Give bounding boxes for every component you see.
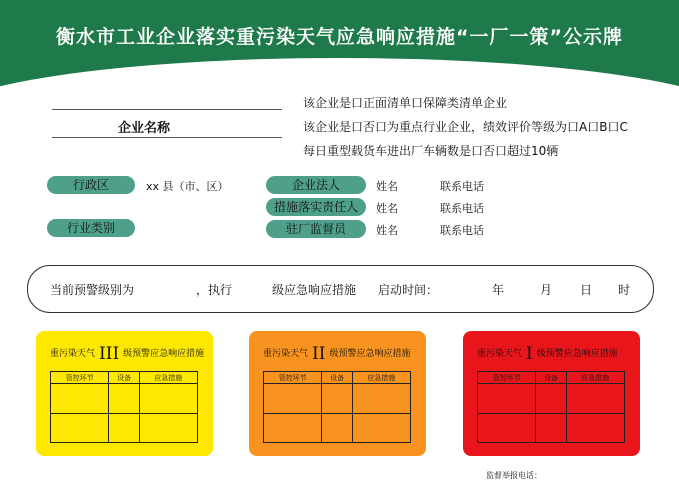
warning-month-label: 月 (540, 283, 553, 297)
header-curve (0, 58, 679, 86)
col-header: 应急措施 (352, 372, 410, 384)
district-value: xx 县（市、区） (146, 180, 229, 193)
measure-name-label: 姓名 (376, 202, 398, 215)
header-banner (0, 0, 679, 86)
table-cell (264, 413, 322, 443)
level-3-title (50, 344, 204, 364)
table-cell (109, 413, 139, 443)
legal-name-label: 姓名 (376, 180, 398, 193)
table-cell (139, 413, 197, 443)
col-header: 管控环节 (51, 372, 109, 384)
level-1-table (477, 371, 625, 443)
level-2-title (263, 344, 410, 364)
onsite-monitor-label: 驻厂监督员 (266, 220, 366, 238)
table-cell (478, 384, 536, 414)
card-prefix: 重污染天气 (50, 349, 96, 359)
warning-current-label: 当前预警级别为 (50, 283, 135, 297)
table-cell (51, 384, 109, 414)
table-cell (352, 413, 410, 443)
table-cell (322, 413, 352, 443)
measure-responsible-label: 措施落实责任人 (266, 198, 366, 216)
table-cell (139, 384, 197, 414)
level-roman-numeral: III (99, 344, 120, 364)
company-name-top-line (52, 109, 282, 110)
industry-label: 行业类别 (47, 219, 135, 237)
monitor-phone-label: 联系电话 (440, 224, 484, 237)
warning-year-label: 年 (492, 283, 505, 297)
col-header: 设备 (109, 372, 139, 384)
page-title: 衡水市工业企业落实重污染天气应急响应措施“一厂一策”公示牌 (56, 26, 623, 48)
card-prefix: 重污染天气 (263, 349, 309, 359)
level-roman-numeral: I (526, 344, 533, 364)
col-header: 设备 (322, 372, 352, 384)
table-cell (322, 384, 352, 414)
measure-phone-label: 联系电话 (440, 202, 484, 215)
level-2-card (249, 331, 426, 456)
level-1-card (463, 331, 640, 456)
col-header: 管控环节 (264, 372, 322, 384)
district-label: 行政区 (47, 176, 135, 194)
card-prefix: 重污染天气 (477, 349, 523, 359)
col-header: 设备 (536, 372, 566, 384)
level-2-table (263, 371, 411, 443)
monitor-name-label: 姓名 (376, 224, 398, 237)
table-cell (536, 384, 566, 414)
card-suffix: 级预警应急响应措施 (329, 349, 411, 359)
info-line-2: 该企业是口否口为重点行业企业，绩效评价等级为口A口B口C (303, 120, 628, 134)
warning-level-label: 级应急响应措施 (272, 283, 357, 297)
info-line-1: 该企业是口正面清单口保障类清单企业 (303, 96, 508, 110)
company-name-bottom-line (52, 137, 282, 138)
warning-start-label: 启动时间： (378, 283, 439, 297)
table-cell (352, 384, 410, 414)
table-cell (109, 384, 139, 414)
table-cell (478, 413, 536, 443)
legal-phone-label: 联系电话 (440, 180, 484, 193)
table-cell (536, 413, 566, 443)
company-name-label: 企业名称 (118, 121, 171, 136)
card-suffix: 级预警应急响应措施 (123, 349, 205, 359)
warning-hour-label: 时 (618, 283, 631, 297)
info-line-3: 每日重型载货车进出厂车辆数是口否口超过10辆 (303, 144, 559, 158)
table-cell (264, 384, 322, 414)
col-header: 管控环节 (478, 372, 536, 384)
col-header: 应急措施 (139, 372, 197, 384)
warning-day-label: 日 (580, 283, 593, 297)
hotline-label: 监督举报电话： (486, 471, 542, 480)
level-3-card (36, 331, 213, 456)
table-cell (566, 413, 624, 443)
warning-execute-label: ，执行 (196, 283, 233, 297)
table-cell (566, 384, 624, 414)
level-roman-numeral: II (312, 344, 326, 364)
legal-person-label: 企业法人 (266, 176, 366, 194)
level-1-title (477, 344, 618, 364)
card-suffix: 级预警应急响应措施 (536, 349, 618, 359)
col-header: 应急措施 (566, 372, 624, 384)
level-3-table (50, 371, 198, 443)
table-cell (51, 413, 109, 443)
